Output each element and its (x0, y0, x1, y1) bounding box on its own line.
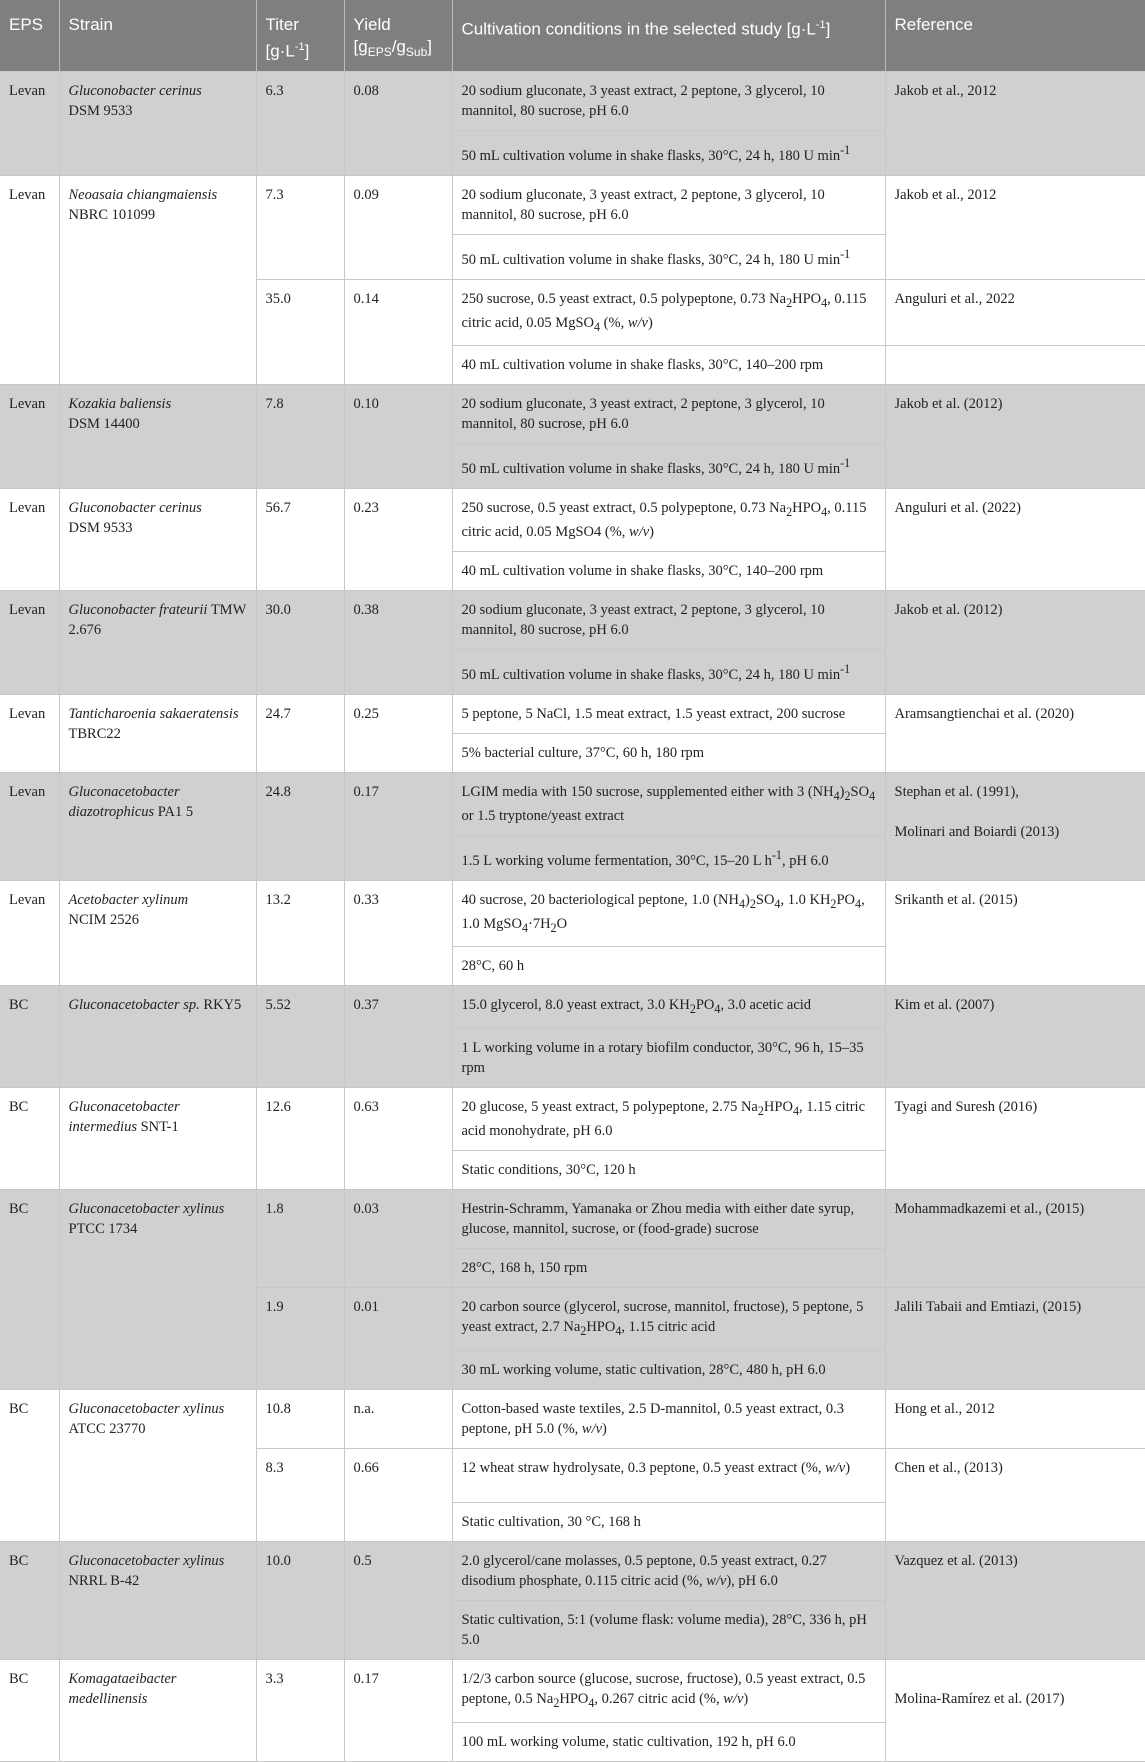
cell-reference: Srikanth et al. (2015) (885, 880, 1145, 986)
cell-reference: Jakob et al., 2012 (885, 175, 1145, 279)
cell-yield: 0.03 (344, 1190, 452, 1288)
table-row (0, 1660, 1145, 1723)
table-row (0, 489, 1145, 552)
cell-medium: 250 sucrose, 0.5 yeast extract, 0.5 polypeptone, 0.73 $Na_2HPO_4$, 0.115 citric acid, 0.05 MgSO$_4$ (%, w/v) (452, 279, 885, 346)
cell-strain: Gluconacetobacter xylinus ATCC 23770 (59, 1390, 256, 1542)
cell-yield: 0.17 (344, 1660, 452, 1762)
col-yield: Yield $[g_{EPS}/g_{Sub}]$ (344, 0, 452, 72)
cell-reference: Vazquez et al. (2013) (885, 1542, 1145, 1660)
cell-titer: 13.2 (256, 880, 344, 986)
cell-strain: Gluconacetobacter diazotrophicus PA1 5 (59, 772, 256, 880)
table-row (0, 175, 1145, 234)
cell-reference: Stephan et al. (1991), Molinari and Boiardi (2013) (885, 772, 1145, 880)
cell-cultivation: 1.5 L working volume fermentation, 30°C, 15–20 L $h^{-1}$, pH 6.0 (452, 835, 885, 880)
table-row (0, 694, 1145, 733)
cell-eps: Levan (0, 591, 59, 695)
cell-titer: 1.9 (256, 1288, 344, 1390)
cell-yield: 0.10 (344, 385, 452, 489)
cell-strain: Gluconacetobacter intermedius SNT-1 (59, 1088, 256, 1190)
cell-titer: 56.7 (256, 489, 344, 591)
cell-strain: Gluconobacter cerinus DSM 9533 (59, 72, 256, 176)
cell-yield: 0.25 (344, 694, 452, 772)
cell-eps: Levan (0, 385, 59, 489)
cell-titer: 30.0 (256, 591, 344, 695)
cell-yield: 0.17 (344, 772, 452, 880)
cell-yield: 0.63 (344, 1088, 452, 1190)
cell-medium: Hestrin-Schramm, Yamanaka or Zhou media with either date syrup, glucose, mannitol, sucrose, or (food-grade) sucrose (452, 1190, 885, 1249)
cell-strain: Kozakia baliensis DSM 14400 (59, 385, 256, 489)
cell-strain: Gluconobacter cerinus DSM 9533 (59, 489, 256, 591)
cell-reference: Aramsangtienchai et al. (2020) (885, 694, 1145, 772)
cell-medium: 1/2/3 carbon source (glucose, sucrose, fructose), 0.5 yeast extract, 0.5 peptone, 0.5 $Na_2HPO_4$, 0.267 citric acid (%, w/v) (452, 1660, 885, 1723)
cell-cultivation: 5% bacterial culture, 37°C, 60 h, 180 rpm (452, 733, 885, 772)
cell-cultivation: 28°C, 60 h (452, 947, 885, 986)
cell-reference: Anguluri et al. (2022) (885, 489, 1145, 591)
cell-medium: 15.0 glycerol, 8.0 yeast extract, 3.0 $KH_2PO_4$, 3.0 acetic acid (452, 986, 885, 1029)
cell-medium: 12 wheat straw hydrolysate, 0.3 peptone, 0.5 yeast extract (%, w/v) (452, 1449, 885, 1503)
cell-cultivation: 50 mL cultivation volume in shake flasks, 30°C, 24 h, 180 U $\min^{-1}$ (452, 131, 885, 176)
cell-cultivation: 50 mL cultivation volume in shake flasks, 30°C, 24 h, 180 U $\min^{-1}$ (452, 650, 885, 695)
cell-strain: Gluconacetobacter xylinus PTCC 1734 (59, 1190, 256, 1390)
cell-titer: 1.8 (256, 1190, 344, 1288)
cell-titer: 7.3 (256, 175, 344, 279)
cell-medium: Cotton-based waste textiles, 2.5 D-mannitol, 0.5 yeast extract, 0.3 peptone, pH 5.0 (%, w/v) (452, 1390, 885, 1449)
cell-yield: 0.5 (344, 1542, 452, 1660)
cell-medium: 2.0 glycerol/cane molasses, 0.5 peptone, 0.5 yeast extract, 0.27 disodium phosphate, 0.115 citric acid (%, w/v), pH 6.0 (452, 1542, 885, 1601)
cell-yield: 0.09 (344, 175, 452, 279)
cell-eps: BC (0, 986, 59, 1088)
col-eps: EPS (0, 0, 59, 72)
cell-reference: Chen et al., (2013) (885, 1449, 1145, 1542)
cell-titer: 5.52 (256, 986, 344, 1088)
cell-strain: Gluconacetobacter sp. RKY5 (59, 986, 256, 1088)
cell-eps: BC (0, 1660, 59, 1762)
cell-titer: 35.0 (256, 279, 344, 385)
cell-medium: 20 sodium gluconate, 3 yeast extract, 2 peptone, 3 glycerol, 10 mannitol, 80 sucrose, pH 6.0 (452, 72, 885, 131)
cell-eps: Levan (0, 694, 59, 772)
cell-eps: Levan (0, 772, 59, 880)
table-row (0, 591, 1145, 650)
cell-cultivation: 100 mL working volume, static cultivation, 192 h, pH 6.0 (452, 1723, 885, 1762)
cell-yield: n.a. (344, 1390, 452, 1449)
cell-titer: 10.8 (256, 1390, 344, 1449)
cell-yield: 0.37 (344, 986, 452, 1088)
cell-titer: 24.8 (256, 772, 344, 880)
cell-titer: 24.7 (256, 694, 344, 772)
cell-strain: Neoasaia chiangmaiensis NBRC 101099 (59, 175, 256, 385)
cell-cultivation: 50 mL cultivation volume in shake flasks, 30°C, 24 h, 180 U $\min^{-1}$ (452, 234, 885, 279)
cell-reference: Jakob et al. (2012) (885, 385, 1145, 489)
cell-titer: 12.6 (256, 1088, 344, 1190)
cell-titer: 6.3 (256, 72, 344, 176)
cell-reference: Jakob et al., 2012 (885, 72, 1145, 176)
table-row (0, 986, 1145, 1029)
cell-titer: 3.3 (256, 1660, 344, 1762)
cell-strain: Tanticharoenia sakaeratensis TBRC22 (59, 694, 256, 772)
cell-medium: 20 sodium gluconate, 3 yeast extract, 2 peptone, 3 glycerol, 10 mannitol, 80 sucrose, pH 6.0 (452, 385, 885, 444)
cell-strain: Komagataeibacter medellinensis (59, 1660, 256, 1762)
col-strain: Strain (59, 0, 256, 72)
table-row (0, 1088, 1145, 1151)
table-row (0, 880, 1145, 947)
cell-strain: Gluconacetobacter xylinus NRRL B-42 (59, 1542, 256, 1660)
cell-yield: 0.08 (344, 72, 452, 176)
table-row (0, 1190, 1145, 1249)
cell-eps: BC (0, 1190, 59, 1390)
cell-yield: 0.23 (344, 489, 452, 591)
cell-strain: Acetobacter xylinum NCIM 2526 (59, 880, 256, 986)
col-reference: Reference (885, 0, 1145, 72)
cell-eps: BC (0, 1390, 59, 1542)
cell-eps: Levan (0, 175, 59, 385)
cell-eps: BC (0, 1542, 59, 1660)
cell-reference: Kim et al. (2007) (885, 986, 1145, 1088)
cell-cultivation: Static cultivation, 30 °C, 168 h (452, 1503, 885, 1542)
cell-eps: Levan (0, 489, 59, 591)
cell-titer: 8.3 (256, 1449, 344, 1542)
cell-yield: 0.01 (344, 1288, 452, 1390)
cell-eps: Levan (0, 72, 59, 176)
table-row (0, 72, 1145, 131)
cell-reference: Hong et al., 2012 (885, 1390, 1145, 1449)
cell-medium: 20 sodium gluconate, 3 yeast extract, 2 peptone, 3 glycerol, 10 mannitol, 80 sucrose, pH 6.0 (452, 175, 885, 234)
table-row (0, 385, 1145, 444)
cell-eps: BC (0, 1088, 59, 1190)
cell-reference-empty (885, 346, 1145, 385)
cell-reference: Molina-Ramírez et al. (2017) (885, 1660, 1145, 1762)
table-row (0, 1390, 1145, 1449)
cell-medium: 5 peptone, 5 NaCl, 1.5 meat extract, 1.5 yeast extract, 200 sucrose (452, 694, 885, 733)
cell-cultivation: 40 mL cultivation volume in shake flasks, 30°C, 140–200 rpm (452, 346, 885, 385)
cell-medium: 20 sodium gluconate, 3 yeast extract, 2 peptone, 3 glycerol, 10 mannitol, 80 sucrose, pH 6.0 (452, 591, 885, 650)
col-titer: Titer $[g\cdot L^{-1}]$ (256, 0, 344, 72)
cell-yield: 0.14 (344, 279, 452, 385)
cell-reference: Jalili Tabaii and Emtiazi, (2015) (885, 1288, 1145, 1390)
cell-reference: Tyagi and Suresh (2016) (885, 1088, 1145, 1190)
cell-medium: 40 sucrose, 20 bacteriological peptone, 1.0 $(NH_4)_2SO_4$, 1.0 $KH_2PO_4$, 1.0 $MgSO_4\cdot 7H_2O$ (452, 880, 885, 947)
cell-medium: LGIM media with 150 sucrose, supplemented either with 3 $(NH_4)_2SO_4$ or 1.5 tryptone/yeast extract (452, 772, 885, 835)
cell-reference: Jakob et al. (2012) (885, 591, 1145, 695)
cell-medium: 250 sucrose, 0.5 yeast extract, 0.5 polypeptone, 0.73 $Na_2HPO_4$, 0.115 citric acid, 0.05 MgSO4 (%, w/v) (452, 489, 885, 552)
table-row (0, 1542, 1145, 1601)
cell-titer: 10.0 (256, 1542, 344, 1660)
cell-cultivation: 1 L working volume in a rotary biofilm conductor, 30°C, 96 h, 15–35 rpm (452, 1029, 885, 1088)
col-conditions: Cultivation conditions in the selected study $[g\cdot L^{-1}]$ (452, 0, 885, 72)
cell-yield: 0.66 (344, 1449, 452, 1542)
cell-cultivation: 30 mL working volume, static cultivation, 28°C, 480 h, pH 6.0 (452, 1351, 885, 1390)
cell-cultivation: Static conditions, 30°C, 120 h (452, 1151, 885, 1190)
cell-cultivation: 40 mL cultivation volume in shake flasks, 30°C, 140–200 rpm (452, 552, 885, 591)
cell-medium: 20 carbon source (glycerol, sucrose, mannitol, fructose), 5 peptone, 5 yeast extract, 2.7 $Na_2HPO_4$, 1.15 citric acid (452, 1288, 885, 1351)
cell-cultivation: 50 mL cultivation volume in shake flasks, 30°C, 24 h, 180 U $\min^{-1}$ (452, 444, 885, 489)
header-row (0, 0, 1145, 72)
cell-reference: Mohammadkazemi et al., (2015) (885, 1190, 1145, 1288)
table-row (0, 772, 1145, 835)
cell-strain: Gluconobacter frateurii TMW 2.676 (59, 591, 256, 695)
cell-reference: Anguluri et al., 2022 (885, 279, 1145, 346)
cell-cultivation: 28°C, 168 h, 150 rpm (452, 1249, 885, 1288)
cell-yield: 0.33 (344, 880, 452, 986)
cell-titer: 7.8 (256, 385, 344, 489)
cell-medium: 20 glucose, 5 yeast extract, 5 polypeptone, 2.75 $Na_2HPO_4$, 1.15 citric acid monohydrate, pH 6.0 (452, 1088, 885, 1151)
cell-yield: 0.38 (344, 591, 452, 695)
cell-eps: Levan (0, 880, 59, 986)
cell-cultivation: Static cultivation, 5:1 (volume flask: volume media), 28°C, 336 h, pH 5.0 (452, 1601, 885, 1660)
